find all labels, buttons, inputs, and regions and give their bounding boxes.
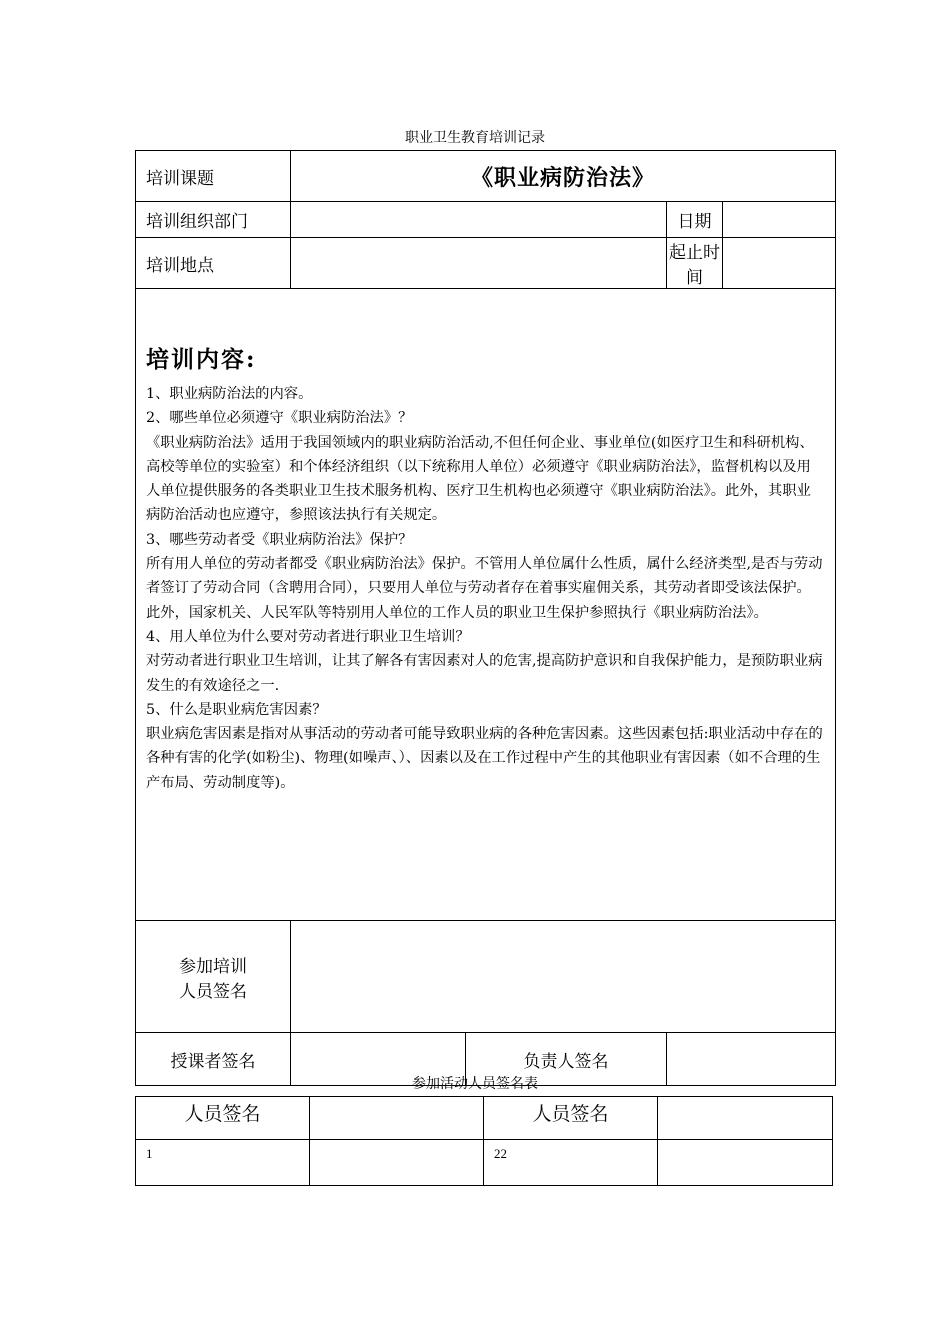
document-title: 职业卫生教育培训记录 — [405, 130, 545, 146]
location-field[interactable] — [291, 238, 667, 289]
content-body — [146, 382, 825, 795]
topic-value[interactable]: 《职业病防治法》 — [291, 151, 836, 202]
participants-label — [136, 921, 291, 1033]
participants-sign-table — [135, 1096, 833, 1186]
content-paragraph: 所有用人单位的劳动者都受《职业病防治法》保护。不管用人单位属什么性质，属什么经济类型,是否与劳动者签订了劳动合同（含聘用合同），只要用人单位与劳动者存在着事实雇佣关系，其劳动者即受该法保护。 — [146, 556, 823, 597]
row-number-left: 1 — [136, 1140, 310, 1186]
lecturer-label: 授课者签名 — [136, 1033, 291, 1086]
content-paragraph: 3、哪些劳动者受《职业病防治法》保护？ — [146, 531, 413, 548]
sign-header-blank — [310, 1097, 484, 1140]
sign-header-left: 人员签名 — [136, 1097, 310, 1140]
content-paragraph: 4、用人单位为什么要对劳动者进行职业卫生培训？ — [146, 628, 470, 645]
training-record-form — [135, 150, 836, 1086]
content-paragraph: 职业病危害因素是指对从事活动的劳动者可能导致职业病的各种危害因素。这些因素包括:职业活动中存在的各种有害的化学(如粉尘)、物理(如噪声、）、因素以及在工作过程中产生的其他职业有害因素（如不合理的生产布局、劳动制度等)。 — [146, 726, 823, 791]
date-field[interactable] — [723, 202, 836, 238]
content-heading: 培训内容: — [146, 346, 257, 373]
sign-header-blank — [658, 1097, 833, 1140]
topic-label: 培训课题 — [136, 151, 291, 202]
content-paragraph: 1、职业病防治法的内容。 — [146, 386, 313, 402]
signature-field-right[interactable] — [658, 1140, 833, 1186]
location-label: 培训地点 — [136, 238, 291, 289]
sign-header-right: 人员签名 — [484, 1097, 658, 1140]
sign-table-title: 参加活动人员签名表 — [412, 1076, 538, 1092]
content-paragraph: 对劳动者进行职业卫生培训，让其了解各有害因素对人的危害,提高防护意识和自我保护能力，是预防职业病发生的有效途径之一. — [146, 653, 823, 694]
dept-field[interactable] — [291, 202, 667, 238]
participants-label-line2: 人员签名 — [179, 981, 247, 1002]
participants-signature-field[interactable] — [291, 921, 836, 1033]
time-label: 起止时间 — [667, 238, 723, 289]
dept-label: 培训组织部门 — [136, 202, 291, 238]
content-paragraph: 此外，国家机关、人民军队等特别用人单位的工作人员的职业卫生保护参照执行《职业病防治法》。 — [146, 604, 768, 621]
signature-field-left[interactable] — [310, 1140, 484, 1186]
content-cell — [136, 289, 836, 921]
participants-label-line1: 参加培训 — [179, 956, 247, 977]
table-row — [136, 1140, 833, 1186]
manager-label: 负责人签名 — [466, 1033, 667, 1086]
content-paragraph: 《职业病防治法》适用于我国领域内的职业病防治活动,不但任何企业、事业单位(如医疗卫生和科研机构、高校等单位的实验室）和个体经济组织（以下统称用人单位）必须遵守《职业病防治法》，监督机构以及用人单位提供服务的各类职业卫生技术服务机构、医疗卫生机构也必须遵守《职业病防治法》。此外，其职业病防治活动也应遵守，参照该法执行有关规定。 — [146, 434, 814, 524]
row-number-right: 22 — [484, 1140, 658, 1186]
content-paragraph: 5、什么是职业病危害因素？ — [146, 701, 327, 718]
time-field[interactable] — [723, 238, 836, 289]
date-label: 日期 — [667, 202, 723, 238]
content-paragraph: 2、哪些单位必须遵守《职业病防治法》？ — [146, 410, 413, 427]
